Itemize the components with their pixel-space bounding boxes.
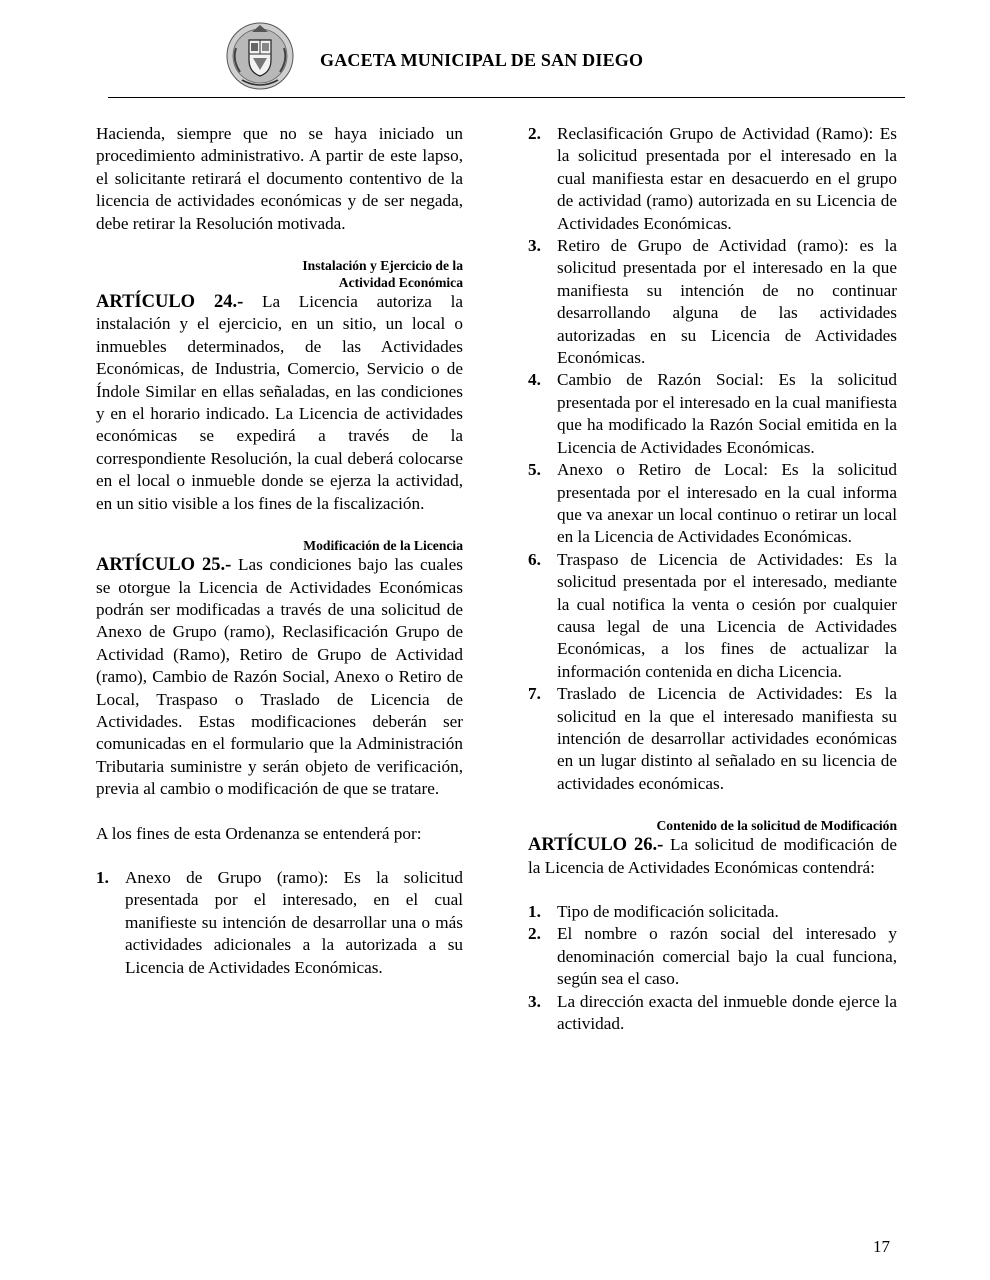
left-column: [96, 123, 463, 979]
list-item-number: 2.: [528, 924, 541, 944]
list-item-text: Tipo de modificación solicitada.: [557, 902, 779, 921]
list-item: [528, 123, 897, 235]
article-26-body: [528, 834, 897, 879]
list-item: [528, 683, 897, 795]
list-item-number: 1.: [96, 867, 109, 887]
list-item: [528, 901, 897, 923]
list-item: [96, 867, 463, 979]
list-item-number: 7.: [528, 684, 541, 704]
list-item-text: Cambio de Razón Social: Es la solicitud presentada por el interesado en la cual manifiesta que ha modificado la Razón Social emitida en la Licencia de Actividades Económicas.: [557, 370, 897, 457]
list-item: [528, 549, 897, 683]
article-26-label: ARTÍCULO 26.-: [528, 835, 664, 856]
list-item-number: 6.: [528, 549, 541, 569]
list-item-text: La dirección exacta del inmueble donde ejerce la actividad.: [557, 991, 897, 1034]
list-item-text: Traslado de Licencia de Actividades: Es la solicitud en la que el interesado manifiesta su intención de desarrollar actividades económicas en un lugar distinto al señalado en su licencia de actividades económicas.: [557, 684, 897, 793]
article-25-definitions-intro: A los fines de esta Ordenanza se entenderá por:: [96, 823, 422, 843]
list-item-number: 5.: [528, 460, 541, 480]
article-25-heading: Modificación de la Licencia: [303, 538, 463, 554]
list-item-number: 2.: [528, 124, 541, 143]
list-item-text: Anexo de Grupo (ramo): Es la solicitud presentada por el interesado, en el cual manifieste su intención de desarrollar una o más actividades adicionales a la autorizada a su Licencia de Actividades Económicas.: [125, 867, 463, 977]
list-item: [528, 923, 897, 990]
list-item-number: 4.: [528, 370, 541, 390]
definitions-list: [96, 867, 463, 979]
article-24-heading-line1: Instalación y Ejercicio de la: [302, 258, 463, 274]
gazette-title: GACETA MUNICIPAL DE SAN DIEGO: [320, 50, 644, 70]
article-25-body: [96, 554, 463, 800]
article-24-text: La Licencia autoriza la instalación y el ejercicio, en un sitio, un local o inmuebles determinados, de las Actividades Económicas, de Industria, Comercio, Servicio o de Índole Similar en ellas señaladas, en las condiciones y en el horario indicado. La Licencia de actividades económicas se expedirá a través de la correspondiente Resolución, la cual deberá colocarse en el local o inmueble donde se ejerza la actividad, en un sitio visible a los fines de la fiscalización.: [96, 292, 463, 513]
article-25: [96, 537, 463, 979]
article-24-body: [96, 291, 463, 515]
list-item-text: Anexo o Retiro de Local: Es la solicitud presentada por el interesado en la cual informa que va anexar un local continuo o retirar un local en la Licencia de Actividades Económicas.: [557, 460, 897, 547]
list-item-number: 1.: [528, 902, 541, 921]
article-26-text: La solicitud de modificación de la Licencia de Actividades Económicas contendrá:: [528, 835, 898, 877]
list-item-number: 3.: [528, 991, 541, 1011]
header-divider: [108, 97, 905, 98]
article-24-heading-line2: Actividad Económica: [338, 275, 463, 291]
article-25-text: Las condiciones bajo las cuales se otorgue la Licencia de Actividades Económicas podrán ser modificadas a través de una solicitud de Anexo de Grupo (ramo), Reclasificación Grupo de Actividad (Ramo), Retiro de Grupo de Actividad (ramo), Cambio de Razón Social, Anexo o Retiro de Local, Traspaso o Traslado de Licencia de Actividades. Estas modificaciones deberán ser comunicadas en el formulario que la Administración Tributaria suministre y serán objeto de verificación, previa al cambio o modificación de que se tratare.: [96, 555, 464, 799]
list-item: [528, 991, 897, 1036]
article-24-heading: [96, 257, 463, 291]
list-item-text: Traspaso de Licencia de Actividades: Es la solicitud presentada por el interesado, mediante la cual notifica la venta o cesión por cualquier causa legal de una Licencia de Actividades Económicas, a los fines de actualizar la información contenida en dicha Licencia.: [557, 549, 897, 681]
coat-of-arms-icon: [222, 20, 298, 90]
page-header: [0, 0, 990, 100]
article-24: [96, 257, 463, 515]
article-26: [528, 817, 897, 1035]
list-item-text: Reclasificación Grupo de Actividad (Ramo): Es la solicitud presentada por el interesado en la cual manifiesta estar en desacuerdo en el grupo de actividad (ramo) autorizada en su Licencia de Actividades Económicas.: [557, 124, 897, 233]
article-25-label: ARTÍCULO 25.-: [96, 555, 232, 576]
list-item-text: Retiro de Grupo de Actividad (ramo): es la solicitud presentada por el interesado en la que manifiesta su intención de no continuar desarrollando alguna de las actividades autorizadas en su Licencia de Actividades Económicas.: [557, 236, 897, 368]
article-26-list: [528, 901, 897, 1035]
page-number: 17: [873, 1237, 890, 1256]
article-26-heading: Contenido de la solicitud de Modificación: [656, 818, 897, 834]
article-24-label: ARTÍCULO 24.-: [96, 292, 244, 313]
intro-paragraph: Hacienda, siempre que no se haya iniciado un procedimiento administrativo. A partir de este lapso, el solicitante retirará el documento contentivo de la licencia de actividades económicas y de ser negada, debe retirar la Resolución motivada.: [96, 124, 463, 233]
list-item: [528, 369, 897, 459]
definitions-list-continued: [528, 123, 897, 795]
list-item: [528, 459, 897, 549]
list-item: [528, 235, 897, 369]
list-item-text: El nombre o razón social del interesado y denominación comercial bajo la cual funciona, según sea el caso.: [557, 924, 897, 989]
right-column: [528, 123, 897, 1035]
list-item-number: 3.: [528, 236, 541, 256]
